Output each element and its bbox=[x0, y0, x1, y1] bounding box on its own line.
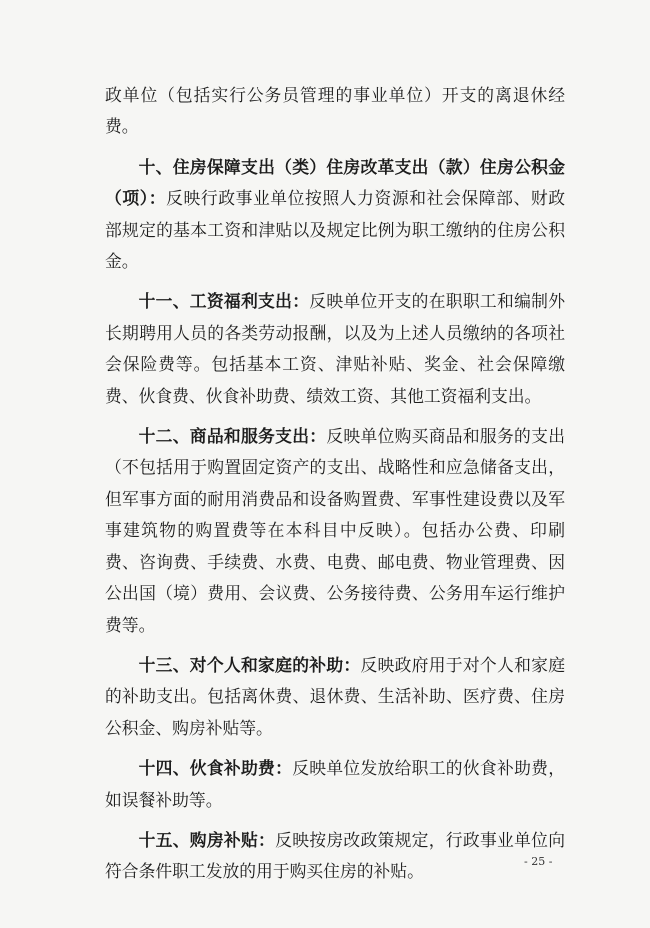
paragraph-text: 反映单位购买商品和服务的支出（不包括用于购置固定资产的支出、战略性和应急储备支出，但军事方面的耐用消费品和设备购置费、军事性建设费以及军事建筑物的购置费等在本科目中反映）。包括办公费、印刷费、咨询费、手续费、水费、电费、邮电费、物业管理费、因公出国（境）费用、会议费、公务接待费、公务用车运行维护费等。 bbox=[105, 426, 565, 635]
paragraph-0 bbox=[105, 80, 565, 143]
paragraph-text: 反映单位开支的在职职工和编制外长期聘用人员的各类劳动报酬，以及为上述人员缴纳的各项社会保险费等。包括基本工资、津贴补贴、奖金、社会保障缴费、伙食费、伙食补助费、绩效工资、其他工资福利支出。 bbox=[105, 291, 565, 406]
paragraph-heading: 十、住房保障支出（类）住房改革支出（款）住房公积金（项）： bbox=[105, 156, 565, 209]
paragraph-4 bbox=[105, 650, 565, 744]
paragraph-1 bbox=[105, 152, 565, 278]
paragraph-heading: 十一、工资福利支出： bbox=[138, 291, 310, 312]
paragraph-2 bbox=[105, 286, 565, 412]
paragraph-heading: 十二、商品和服务支出： bbox=[138, 426, 327, 447]
paragraph-text: 反映行政事业单位按照人力资源和社会保障部、财政部规定的基本工资和津贴以及规定比例为职工缴纳的住房公积金。 bbox=[105, 188, 565, 272]
paragraph-3 bbox=[105, 421, 565, 641]
paragraph-5 bbox=[105, 753, 565, 816]
document-body bbox=[105, 80, 565, 888]
paragraph-6 bbox=[105, 825, 565, 888]
scan-mark bbox=[5, 683, 7, 693]
paragraph-text: 反映单位发放给职工的伙食补助费，如误餐补助等。 bbox=[105, 758, 565, 810]
paragraph-text: 反映按房改政策规定，行政事业单位向符合条件职工发放的用于购买住房的补贴。 bbox=[105, 829, 565, 882]
paragraph-text: 反映政府用于对个人和家庭的补助支出。包括离休费、退休费、生活补助、医疗费、住房公积金、购房补贴等。 bbox=[105, 654, 565, 738]
paragraph-heading: 十四、伙食补助费： bbox=[138, 758, 293, 779]
paragraph-heading: 十三、对个人和家庭的补助： bbox=[138, 654, 361, 675]
paragraph-heading: 十五、购房补贴： bbox=[138, 829, 276, 850]
paragraph-text: 政单位（包括实行公务员管理的事业单位）开支的离退休经费。 bbox=[105, 85, 565, 137]
page-number: - 25 - bbox=[524, 855, 553, 868]
